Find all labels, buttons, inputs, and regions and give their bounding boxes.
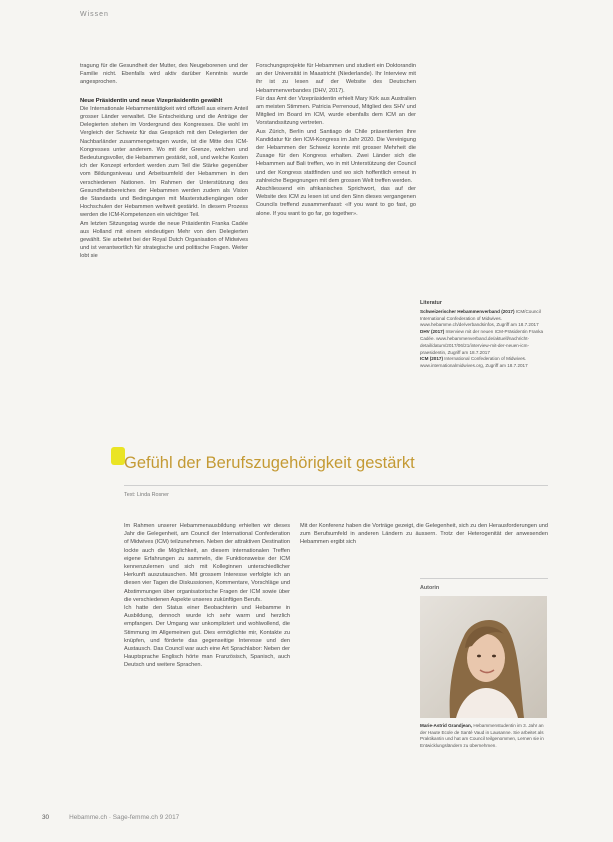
issue-info: Hebamme.ch · Sage-femme.ch 9 2017 xyxy=(69,814,180,821)
body-paragraph: Abschliessend ein afrikanisches Sprichwort, das auf der Website des ICM zu lesen ist und den Sinn dieses vergangenen Councils treffend zusammenfasst: «If you want to go fast, go alone. If you want to go far, go together». xyxy=(256,186,416,217)
literature-entry xyxy=(420,329,548,356)
literature-text: Interview mit der neuen ICM-Präsidentin Franka Cadée. www.hebammenverband.de/aktuell/nachricht-detail/datum/2017/06/21/interview-mit-der-neuen-icm-praesidentin, Zugriff am 18.7.2017 xyxy=(420,329,544,355)
literature-key: Schweizerischer Hebammenverband (2017) xyxy=(420,308,515,314)
intro-paragraph: tragung für die Gesundheit der Mutter, des Neugeborenen und der Familie nicht. Ebenfalls wird aktiv darüber Kenntnis wurde angesprochen. xyxy=(80,63,248,86)
body-paragraph: Aus Zürich, Berlin und Santiago de Chile präsentierten ihre Kandidatur für den ICM-Kongress im Jahr 2020. Die Vereinigung der Hebammen der Schweiz konnte mit grosser Mehrheit die Zusage für den Kongress erhalten. Zwei Länder sich die Hebammen auf Bali treffen, wo in mit Unterstützung der Council und der Kongress stattfinden und wo sich hoffentlich erneut in zahlreiche Begegnungen mit dem grossen Welt treffen werden. xyxy=(256,128,416,184)
page-number: 30 xyxy=(42,814,50,821)
article-byline: Text: Linda Rosner xyxy=(124,492,169,498)
author-name: Marie-Astrid Grandjean, xyxy=(420,723,473,728)
body-paragraph: Für das Amt der Vizepräsidentin erhielt Mary Kirk aus Australien am meisten Stimmen. Patricia Perrenoud, Mitglied des SHV und Mitglied im Board im ICM, wurde ebenfalls dem ICM an der Vorstandssitzung vertreten. xyxy=(256,95,416,127)
literature-label: Literatur xyxy=(420,300,442,306)
top-right-column xyxy=(256,62,416,218)
literature-box xyxy=(420,300,548,370)
article-left-column xyxy=(124,522,290,670)
page-footer xyxy=(42,814,179,821)
article-title: Gefühl der Berufszugehörigkeit gestärkt xyxy=(124,454,415,472)
body-paragraph: Forschungsprojekte für Hebammen und studiert ein Doktorandin an der Universität in Maastricht (Niederlande). Ihr Interview mit ihr ist zu lesen auf der Website des Deutschen Hebammenverbandes (DHV, 2017). xyxy=(256,63,416,94)
portrait-image xyxy=(420,596,547,718)
section-heading: Neue Präsidentin und neue Vizepräsidentin gewählt xyxy=(80,97,223,104)
literature-text: ICM/Council International Confederation of Midwives. www.hebamme.ch/de/verbandsinfos, Zugriff am 18.7.2017 xyxy=(420,308,541,328)
author-label: Autorin xyxy=(420,585,440,591)
body-paragraph: Am letzten Sitzungstag wurde die neue Präsidentin Franka Cadée aus Holland mit einem eindeutigen Mehr von den Delegierten gewählt. Sie arbeitet bei der Royal Dutch Organisation of Midwives und ist verantwortlich für strategische und politische Fragen. Weiter lobt sie xyxy=(80,220,248,260)
title-divider xyxy=(124,485,548,486)
top-left-column xyxy=(80,62,248,261)
body-paragraph: Im Rahmen unserer Hebammenausbildung erhielten wir dieses Jahr die Gelegenheit, am Council der International Confederation of Midwives (ICM) teilzunehmen. Neben der attraktiven Destination lockte auch die Möglichkeit, an diesem internationalen Treffen eigene Erfahrungen zu sammeln, die Funktionsweise der ICM kennenzulernen und sich mit Kolleginnen unterschiedlicher Herkunft auszutauschen. Mit grossem Interesse verfolgte ich an diesen vier Tagen die Diskussionen, Kommentare, Vorschläge und Abstimmungen über organisatorische Fragen der ICM sowie über die verschiedenen Aspekte unseres zukünftigen Berufs. xyxy=(124,523,290,603)
body-paragraph: Die Internationale Hebammentätigkeit wird offiziell aus einem Anteil grosser Länder verwaltet. Die Entscheidung und die Anträge der Delegierten stehen im Vordergrund des Kongresses. Die wohl im Vergleich der Schweiz für das Gespräch mit den Delegierten der Nachbarländer zusammengetragen wurde, ist die Mitte des ICM-Kongresses unter anderem. Wo mit der Grenze, welchen und Bedeutungsvoller, die Hebammen gestärkt, soll, und welche Kosten ich der Konzept erfordert werden zum Teil die Stärke gegenüber vom Bildungsniveau und Arbeitsumfeld der Hebammen in den verschiedenen Nationen. Im Rahmen der Unterstützung des Gesundheitsbereiches der Hebammen werden zudem als Vision die Standards und Bedingungen mit Masterstudiengängen oder Hochschulen der Hebammen weltweit gestärkt. In diesem Prozess werden die ICM-Kompetenzen ein wichtiger Teil. xyxy=(80,105,248,219)
literature-entry xyxy=(420,356,548,370)
body-paragraph: Ich hatte den Status einer Beobachterin und Hebamme in Ausbildung, dennoch wurde ich sehr warm und herzlich empfangen. Der Umgang war unkompliziert und wohlwollend, die Stimmung im Allgemeinen gut. Dies ermöglichte mir, Kontakte zu knüpfen, und förderte das gegenseitige Interesse und den Austausch. Das Council war auch eine Art Sprachlabor: Neben der Hauptsprache Englisch hörte man Französisch, Spanisch, auch Deutsch und weitere Sprachen. xyxy=(124,605,290,669)
author-caption xyxy=(420,723,548,749)
article-right-column xyxy=(300,522,548,547)
literature-key: ICM (2017) xyxy=(420,356,443,362)
literature-key: DHV (2017) xyxy=(420,329,445,335)
author-divider xyxy=(420,578,548,579)
section-running-head: Wissen xyxy=(80,11,109,18)
body-paragraph: Mit der Konferenz haben die Vorträge gezeigt, die Gelegenheit, sich zu den Herausforderungen und zum Berufsumfeld in anderen Ländern zu äussern. Trotz der Heterogenität der anwesenden Hebammen ergibt sich xyxy=(300,523,548,546)
literature-text: International Confederation of Midwives. www.internationalmidwives.org, Zugriff am 18.7.2017 xyxy=(420,356,528,369)
literature-entry xyxy=(420,309,548,329)
author-bio: Hebammenstudentin im 3. Jahr an der Haute Ecole de Santé Vaud in Lausanne. Sie arbeitet als Praktikantin und hat am Council teilgenommen, Lernen sie in Entwicklungsländern zu übernehmen. xyxy=(420,723,544,748)
author-photo xyxy=(420,596,547,718)
highlighter-mark xyxy=(111,447,125,465)
